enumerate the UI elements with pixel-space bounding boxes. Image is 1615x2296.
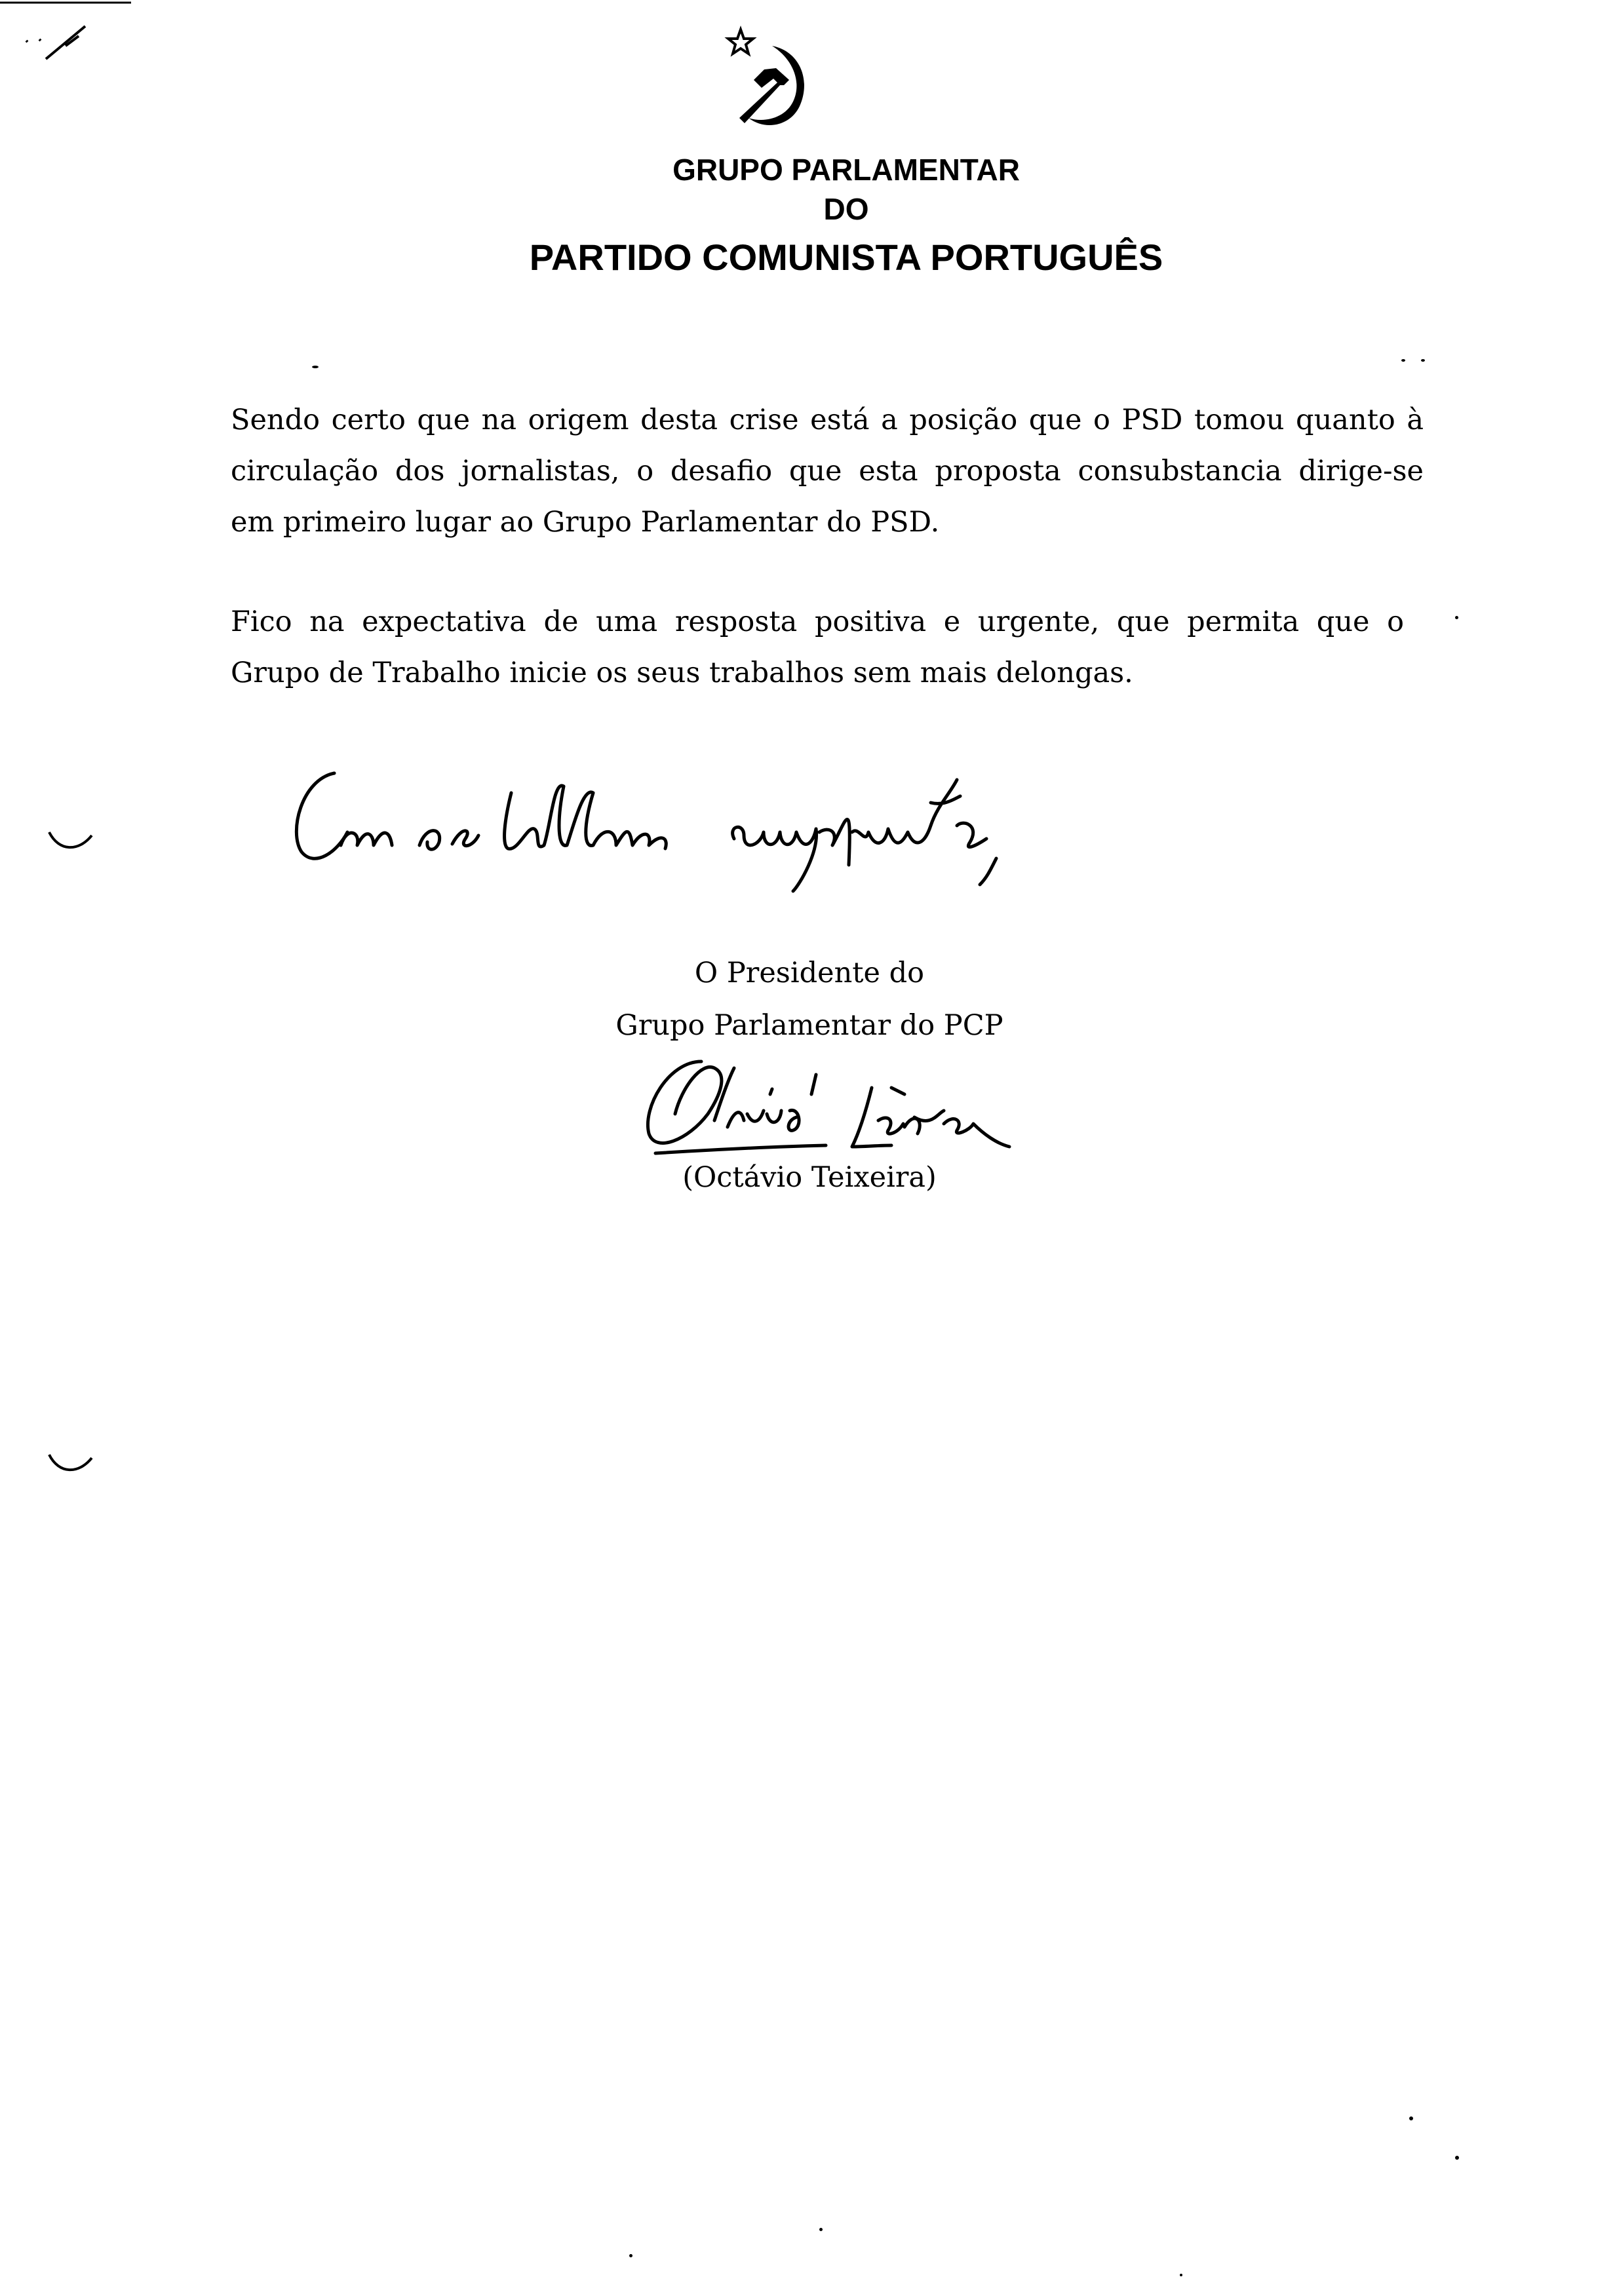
signatory-name: (Octávio Teixeira) [682, 1161, 937, 1194]
header-line-2: DO [823, 192, 869, 226]
punch-hole-mark-1 [46, 829, 98, 855]
scan-speck [819, 2228, 823, 2231]
paragraph-1-line-1: Sendo certo que na origem desta crise está a posição que o PSD tomou quanto à [231, 404, 1424, 436]
scan-mark-top-left [0, 0, 144, 79]
signature [629, 1048, 1049, 1166]
star-icon [728, 29, 753, 54]
punch-hole-mark-2 [46, 1451, 98, 1478]
paragraph-2-line-1: Fico na expectativa de uma resposta positiva e urgente, que permita que o [231, 605, 1404, 638]
scan-speck [1180, 2274, 1182, 2276]
signatory-title-line-1: O Presidente do [694, 957, 925, 989]
paragraph-2-line-2: Grupo de Trabalho inicie os seus trabalhos sem mais delongas. [231, 657, 1133, 689]
hammer-and-sickle-with-star-icon [721, 20, 819, 138]
scan-speck [629, 2254, 632, 2257]
scan-speck [1401, 359, 1405, 362]
paragraph-1-line-2: circulação dos jornalistas, o desafio que esta proposta consubstancia dirige-se [231, 455, 1424, 488]
scan-speck [1409, 2116, 1413, 2120]
signatory-title-line-2: Grupo Parlamentar do PCP [615, 1009, 1003, 1042]
scan-speck [1455, 2156, 1459, 2160]
scan-speck [312, 366, 319, 368]
header-line-3: PARTIDO COMUNISTA PORTUGUÊS [529, 237, 1163, 278]
signature-text: Octávio Teixeira [629, 1048, 635, 1049]
body-paragraph-2 [231, 596, 1404, 698]
paragraph-1-line-3: em primeiro lugar ao Grupo Parlamentar do PSD. [231, 506, 940, 539]
header-line-1: GRUPO PARLAMENTAR [672, 153, 1020, 187]
handwritten-greeting [275, 754, 1081, 898]
scan-speck [1421, 359, 1425, 362]
scan-speck [1455, 616, 1458, 619]
body-paragraph-1 [231, 394, 1424, 548]
